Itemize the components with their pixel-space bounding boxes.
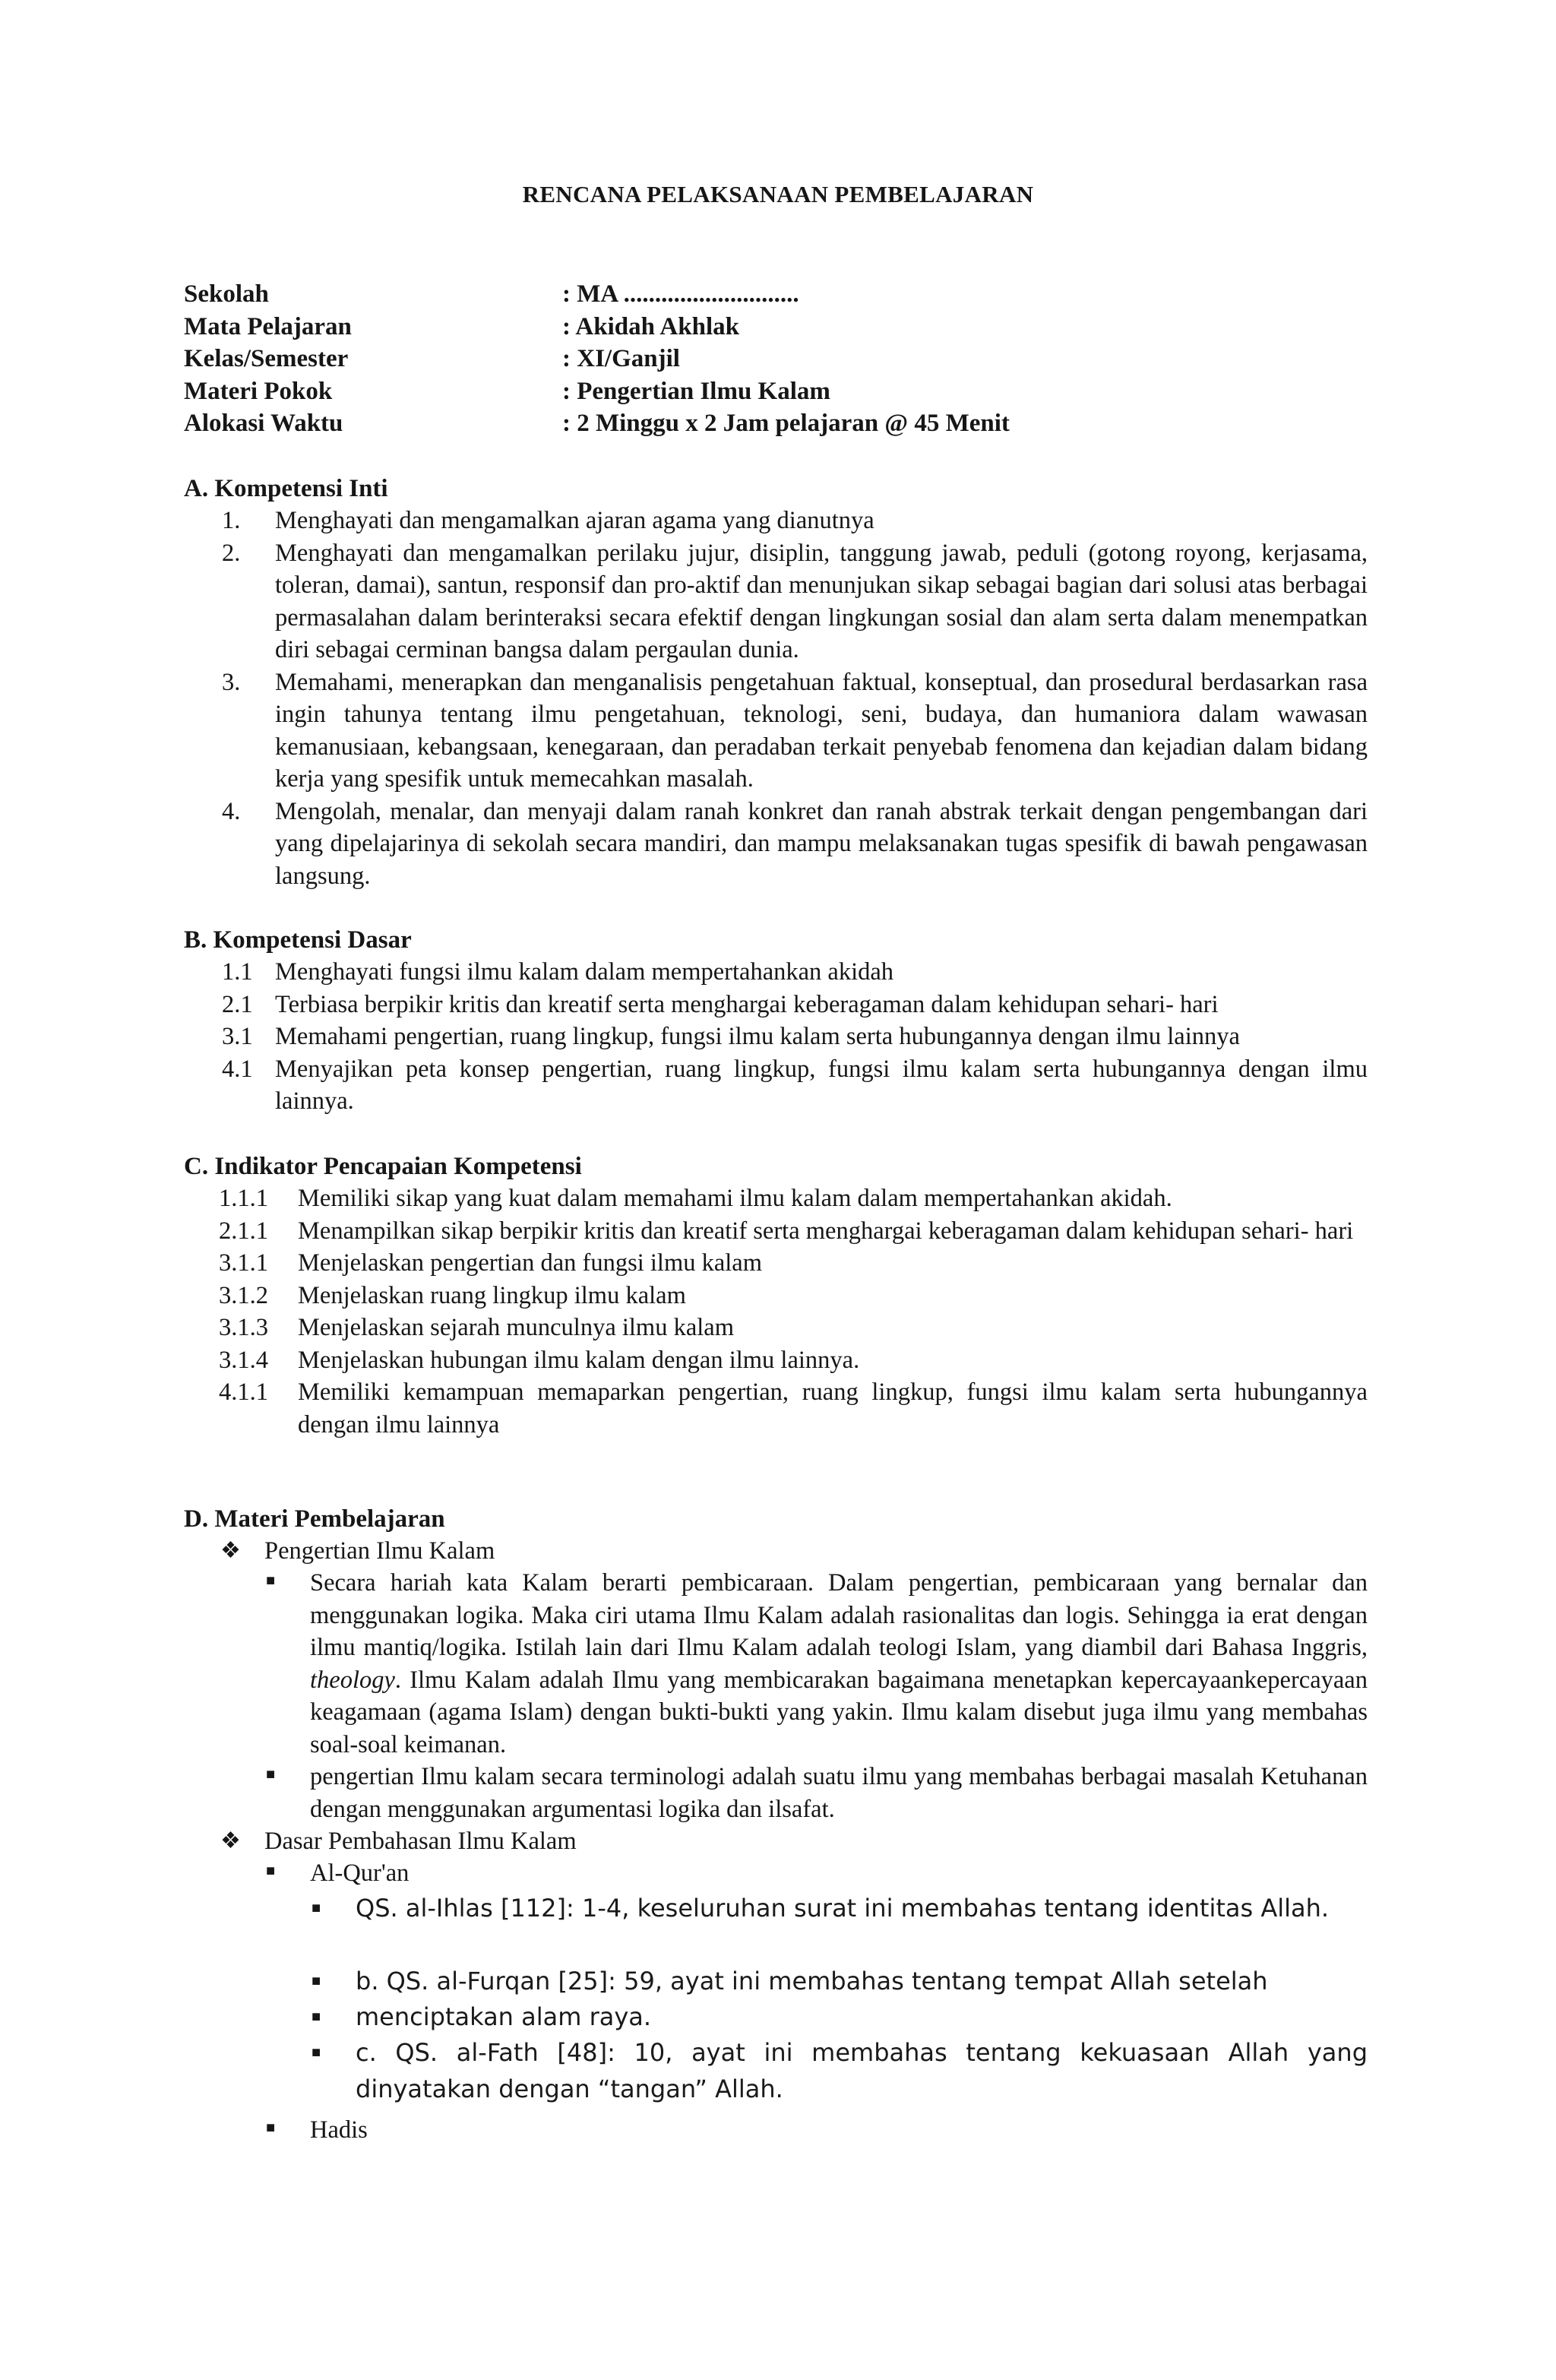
info-label: Alokasi Waktu xyxy=(184,410,343,437)
item-number: 3.1.2 xyxy=(219,1281,268,1309)
item-text: Menghayati fungsi ilmu kalam dalam mempertahankan akidah xyxy=(275,958,894,986)
list-item xyxy=(219,1344,1368,1377)
square-bullet-icon: ■ xyxy=(312,1900,321,1916)
list-item xyxy=(222,1053,1368,1118)
diamond-bullet-icon: ❖ xyxy=(220,1828,241,1853)
info-value: : XI/Ganjil xyxy=(562,345,680,372)
item-text: Menghayati dan mengamalkan ajaran agama yang dianutnya xyxy=(275,507,874,534)
qs-item: QS. al-Ihlas [112]: 1-4, keseluruhan surat ini membahas tentang identitas Allah. xyxy=(356,1894,1330,1923)
info-value: : MA ............................ xyxy=(562,280,799,308)
info-value: : 2 Minggu x 2 Jam pelajaran @ 45 Menit xyxy=(562,410,1010,437)
info-label: Kelas/Semester xyxy=(184,345,349,372)
section-a-heading: A. Kompetensi Inti xyxy=(184,475,388,502)
label-hadis: Hadis xyxy=(310,2116,368,2144)
item-text: Menjelaskan sejarah munculnya ilmu kalam xyxy=(298,1314,734,1341)
square-bullet-icon: ■ xyxy=(266,1766,276,1783)
info-label: Mata Pelajaran xyxy=(184,312,352,340)
paragraph-text: . Ilmu Kalam adalah Ilmu yang membicarakan bagaimana menetapkan kepercayaankepercayaan keagamaan (agama Islam) dengan bukti-bukti yang yakin. Ilmu kalam disebut juga ilmu yang membahas soal-soal keimanan. xyxy=(310,1666,1368,1758)
item-number: 3.1.1 xyxy=(219,1249,268,1277)
item-text: Memahami pengertian, ruang lingkup, fungsi ilmu kalam serta hubungannya dengan ilmu lainnya xyxy=(275,1023,1240,1050)
item-number: 4.1 xyxy=(222,1055,253,1083)
square-bullet-icon: ■ xyxy=(266,2119,276,2136)
list-item xyxy=(222,1021,1368,1053)
item-number: 1.1 xyxy=(222,958,253,986)
item-text: Menyajikan peta konsep pengertian, ruang lingkup, fungsi ilmu kalam serta hubungannya dengan ilmu lainnya. xyxy=(275,1055,1368,1115)
diamond-bullet-icon: ❖ xyxy=(220,1538,241,1563)
subheading-dasar: Dasar Pembahasan Ilmu Kalam xyxy=(264,1828,577,1855)
item-number: 3.1 xyxy=(222,1023,253,1050)
subheading-pengertian: Pengertian Ilmu Kalam xyxy=(264,1537,495,1565)
info-label: Materi Pokok xyxy=(184,377,333,405)
list-item xyxy=(219,1376,1368,1441)
paragraph-pengertian xyxy=(310,1567,1368,1761)
item-text: Menampilkan sikap berpikir kritis dan kreatif serta menghargai keberagaman dalam kehidupan sehari- hari xyxy=(298,1217,1354,1245)
item-number: 4. xyxy=(222,797,241,825)
kompetensi-inti-list xyxy=(222,505,1368,892)
paragraph-text: Secara hariah kata Kalam berarti pembicaraan. Dalam pengertian, pembicaraan yang bernalar dan menggunakan logika. Maka ciri utama Ilmu Kalam adalah rasionalitas dan logis. Sehingga ia erat dengan ilmu mantiq/logika. Istilah lain dari Ilmu Kalam adalah teologi Islam, yang diambil dari Bahasa Inggris, xyxy=(310,1569,1368,1661)
item-text: Terbiasa berpikir kritis dan kreatif serta menghargai keberagaman dalam kehidupan sehari- hari xyxy=(275,990,1219,1018)
paragraph-terminologi: pengertian Ilmu kalam secara terminologi adalah suatu ilmu yang membahas berbagai masalah Ketuhanan dengan menggunakan argumentasi logika dan ilsafat. xyxy=(310,1763,1368,1823)
indikator-list xyxy=(219,1182,1368,1441)
item-number: 2.1.1 xyxy=(219,1217,268,1245)
list-item xyxy=(222,796,1368,893)
section-c-heading: C. Indikator Pencapaian Kompetensi xyxy=(184,1153,582,1180)
item-number: 1. xyxy=(222,507,241,534)
list-item xyxy=(222,505,1368,537)
list-item xyxy=(219,1247,1368,1280)
item-number: 4.1.1 xyxy=(219,1378,268,1406)
list-item xyxy=(219,1312,1368,1344)
label-alquran: Al-Qur'an xyxy=(310,1859,410,1887)
item-text: Memahami, menerapkan dan menganalisis pengetahuan faktual, konseptual, dan prosedural berdasarkan rasa ingin tahunya tentang ilmu pengetahuan, teknologi, seni, budaya, dan humaniora dalam wawasan kemanusiaan, kebangsaan, kenegaraan, dan peradaban terkait penyebab fenomena dan kejadian dalam bidang kerja yang spesifik untuk memecahkan masalah. xyxy=(275,668,1368,793)
list-item xyxy=(222,537,1368,666)
qs-item: menciptakan alam raya. xyxy=(356,2002,652,2031)
list-item xyxy=(219,1182,1368,1215)
square-bullet-icon: ■ xyxy=(312,1973,321,1989)
info-value: : Akidah Akhlak xyxy=(562,312,739,340)
italic-term: theology xyxy=(310,1666,395,1694)
square-bullet-icon: ■ xyxy=(266,1572,276,1589)
item-text: Menjelaskan pengertian dan fungsi ilmu kalam xyxy=(298,1249,763,1277)
item-number: 3. xyxy=(222,668,241,696)
square-bullet-icon: ■ xyxy=(312,2008,321,2025)
item-number: 2. xyxy=(222,539,241,567)
item-number: 1.1.1 xyxy=(219,1185,268,1212)
item-number: 3.1.4 xyxy=(219,1346,268,1374)
item-text: Memiliki sikap yang kuat dalam memahami ilmu kalam dalam mempertahankan akidah. xyxy=(298,1185,1172,1212)
list-item xyxy=(219,1215,1368,1248)
item-text: Menjelaskan ruang lingkup ilmu kalam xyxy=(298,1281,686,1309)
item-number: 2.1 xyxy=(222,990,253,1018)
info-label: Sekolah xyxy=(184,280,269,308)
item-text: Menghayati dan mengamalkan perilaku jujur, disiplin, tanggung jawab, peduli (gotong royong, kerjasama, toleran, damai), santun, responsif dan pro-aktif dan menunjukan sikap sebagai bagian dari solusi atas berbagai permasalahan dalam berinteraksi secara efektif dengan lingkungan sosial dan alam serta dalam menempatkan diri sebagai cerminan bangsa dalam pergaulan dunia. xyxy=(275,539,1368,663)
qs-item: b. QS. al-Furqan [25]: 59, ayat ini membahas tentang tempat Allah setelah xyxy=(356,1967,1268,1995)
item-number: 3.1.3 xyxy=(219,1314,268,1341)
section-d-heading: D. Materi Pembelajaran xyxy=(184,1505,445,1533)
square-bullet-icon: ■ xyxy=(266,1863,276,1879)
document-title: RENCANA PELAKSANAAN PEMBELAJARAN xyxy=(522,181,1034,207)
item-text: Memiliki kemampuan memaparkan pengertian, ruang lingkup, fungsi ilmu kalam serta hubungannya dengan ilmu lainnya xyxy=(298,1378,1368,1438)
section-b-heading: B. Kompetensi Dasar xyxy=(184,926,412,954)
list-item xyxy=(222,989,1368,1021)
item-text: Mengolah, menalar, dan menyaji dalam ranah konkret dan ranah abstrak terkait dengan pengembangan dari yang dipelajarinya di sekolah secara mandiri, dan mampu melaksanakan tugas spesifik di bawah pengawasan langsung. xyxy=(275,797,1368,890)
qs-item: c. QS. al-Fath [48]: 10, ayat ini membahas tentang kekuasaan Allah yang dinyatakan dengan “tangan” Allah. xyxy=(356,2038,1368,2103)
list-item xyxy=(219,1280,1368,1312)
item-text: Menjelaskan hubungan ilmu kalam dengan ilmu lainnya. xyxy=(298,1346,860,1374)
list-item xyxy=(222,666,1368,796)
info-value: : Pengertian Ilmu Kalam xyxy=(562,377,830,405)
kompetensi-dasar-list xyxy=(222,956,1368,1118)
list-item xyxy=(222,956,1368,989)
square-bullet-icon: ■ xyxy=(312,2044,321,2061)
